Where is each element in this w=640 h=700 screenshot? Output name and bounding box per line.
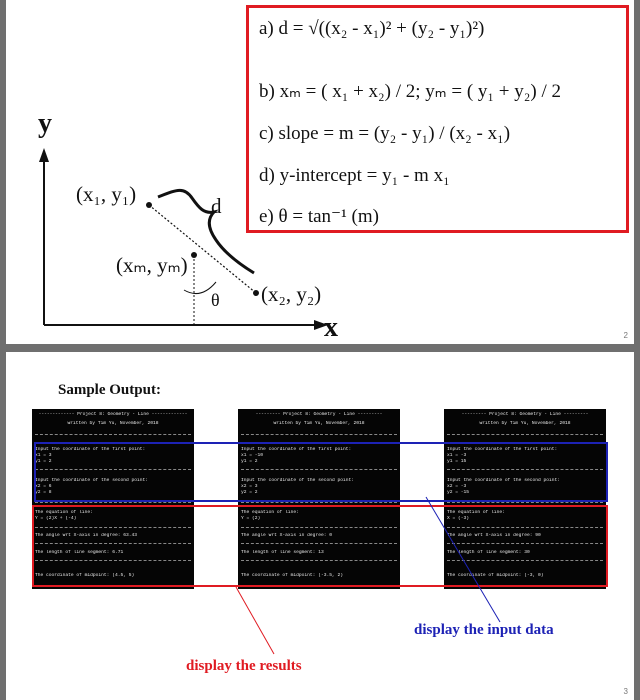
midpoint-label: (xₘ, yₘ): [116, 253, 188, 277]
terminal-header: --------- Project 8: Geometry - Line ---------: [255, 412, 383, 417]
terminal-header: --------- Project 8: Geometry - Line ---------: [461, 412, 589, 417]
y1-value: y1 = 2: [35, 459, 52, 464]
formula-slide: [6, 0, 634, 344]
results-leader-line: [236, 587, 274, 654]
formula-midpoint: b) xₘ = ( x₁ + x₂) / 2; yₘ = ( y₁ + y₂) / 2: [259, 81, 562, 102]
first-point-prompt: Input the coordinate of the first point:: [241, 447, 352, 452]
second-point-prompt: Input the coordinate of the second point:: [35, 478, 149, 483]
results-label: display the results: [186, 658, 302, 674]
formula-slope: c) slope = m = (y₂ - y₁) / (x₂ - x₁): [259, 123, 511, 144]
length-result: The length of line segment: 13: [241, 550, 324, 555]
annotation-leaders: [6, 352, 634, 700]
page-number: 2: [623, 331, 628, 340]
sample-output-slide: [6, 352, 634, 700]
length-result: The length of line segment: 6.71: [35, 550, 124, 555]
equation-value: X = (-3): [447, 516, 470, 521]
terminal-header: ------------- Project 8: Geometry - Line -------------: [38, 412, 188, 417]
point-2: [253, 290, 259, 296]
x1-value: x1 = -10: [241, 453, 264, 458]
x1-value: x1 = 3: [35, 453, 52, 458]
y2-value: y2 = 2: [241, 490, 258, 495]
x1-value: x1 = -3: [447, 453, 467, 458]
input-data-label: display the input data: [414, 622, 554, 638]
x-axis-label: x: [324, 312, 338, 343]
equation-label: The equation of line:: [35, 510, 93, 515]
line-segment: [149, 205, 256, 293]
x2-value: x2 = 3: [241, 484, 258, 489]
sample-output-title: Sample Output:: [58, 382, 161, 398]
point-1-label: (x₁, y₁): [76, 182, 137, 206]
first-point-prompt: Input the coordinate of the first point:: [35, 447, 146, 452]
point-1: [146, 202, 152, 208]
formula-angle: e) θ = tan⁻¹ (m): [259, 206, 379, 227]
point-2-label: (x₂, y₂): [261, 282, 322, 306]
equation-label: The equation of line:: [447, 510, 505, 515]
terminal-author: written by Tim Yu, November, 2018: [67, 421, 159, 426]
midpoint-result: The coordinate of midpoint: (-3.5, 2): [241, 573, 343, 578]
y1-value: y1 = 2: [241, 459, 258, 464]
first-point-prompt: Input the coordinate of the first point:: [447, 447, 558, 452]
formula-distance: a) d = √((x₂ - x₁)² + (y₂ - y₁)²): [259, 18, 485, 39]
second-point-prompt: Input the coordinate of the second point:: [447, 478, 561, 483]
angle-result: The angle wrt X-axis in degree: 0: [241, 533, 332, 538]
formula-intercept: d) y-intercept = y₁ - m x₁: [259, 165, 450, 186]
equation-value: Y = (2)X + (-4): [35, 516, 77, 521]
page-number: 3: [623, 687, 628, 696]
y-axis-label: y: [38, 108, 52, 139]
length-result: The length of line segment: 30: [447, 550, 530, 555]
x2-value: x2 = -3: [447, 484, 467, 489]
second-point-prompt: Input the coordinate of the second point:: [241, 478, 355, 483]
distance-label: d: [211, 194, 222, 218]
y2-value: y2 = 8: [35, 490, 52, 495]
equation-label: The equation of line:: [241, 510, 299, 515]
x2-value: x2 = 6: [35, 484, 52, 489]
y2-value: y2 = -15: [447, 490, 470, 495]
angle-result: The angle wrt X-axis in degree: 63.43: [35, 533, 137, 538]
equation-value: Y = (2): [241, 516, 261, 521]
angle-result: The angle wrt X-axis in degree: 90: [447, 533, 541, 538]
terminal-author: written by Tim Yu, November, 2018: [273, 421, 365, 426]
terminal-author: written by Tim Yu, November, 2018: [479, 421, 571, 426]
y1-value: y1 = 15: [447, 459, 467, 464]
midpoint-result: The coordinate of midpoint: (4.5, 5): [35, 573, 135, 578]
input-leader-line: [426, 497, 500, 622]
angle-label: θ: [211, 290, 220, 310]
y-axis-arrow: [39, 148, 49, 162]
midpoint-result: The coordinate of midpoint: (-3, 0): [447, 573, 544, 578]
